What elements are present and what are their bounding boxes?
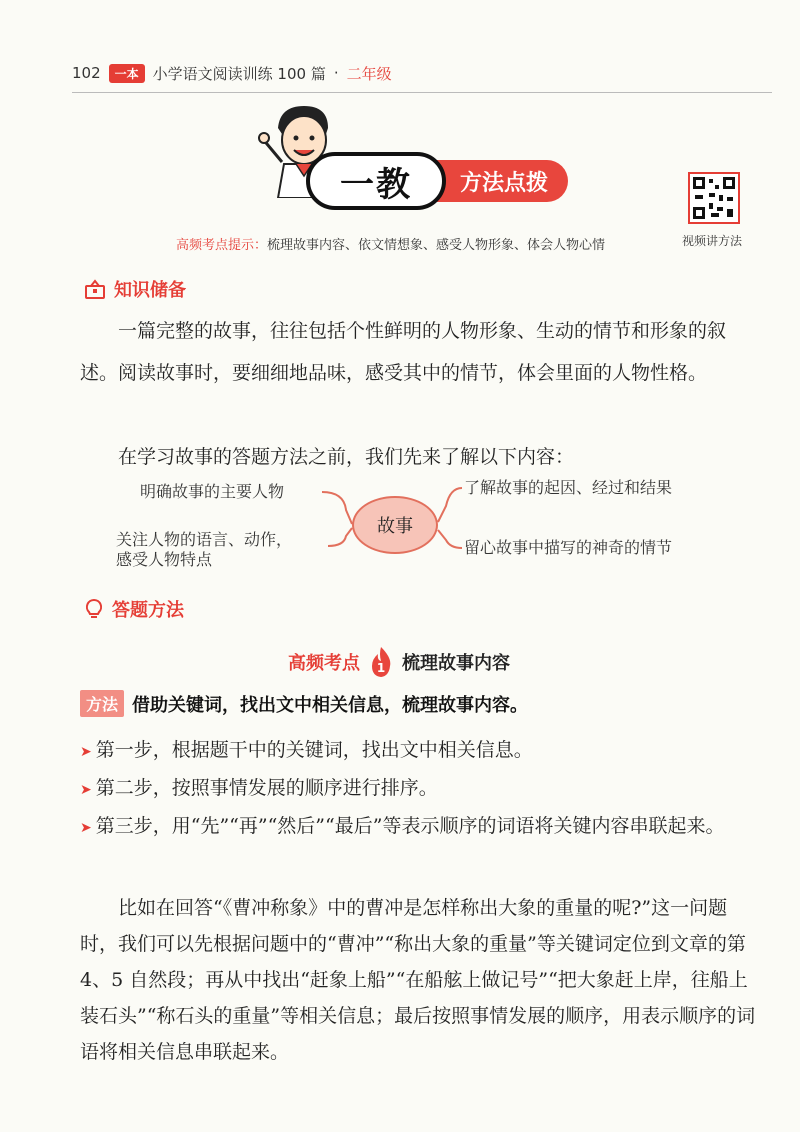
answer-heading — [84, 596, 184, 622]
knowledge-paragraph: 一篇完整的故事，往往包括个性鲜明的人物形象、生动的情节和形象的叙述。阅读故事时，要细细地品味，感受其中的情节，体会里面的人物性格。 — [80, 320, 727, 384]
mindmap-left-2 — [116, 530, 292, 570]
method-text: 借助关键词，找出文中相关信息，梳理故事内容。 — [132, 694, 529, 716]
flame-icon — [368, 646, 394, 678]
arrow-bullet-icon: ➤ — [80, 782, 92, 798]
header-divider — [72, 92, 772, 93]
intro-paragraph: 在学习故事的答题方法之前，我们先来了解以下内容： — [118, 446, 575, 468]
mindmap-center: 故事 — [352, 496, 438, 554]
mindmap-left-2-line1: 关注人物的语言、动作， — [116, 530, 293, 549]
step-3-text: 第三步，用“先”“再”“然后”“最后”等表示顺序的词语将关键内容串联起来。 — [95, 815, 725, 837]
step-2-text: 第二步，按照事情发展的顺序进行排序。 — [95, 777, 438, 799]
lightbulb-icon — [84, 598, 104, 620]
page-number: 102 — [72, 64, 101, 82]
qr-caption: 视频讲方法 — [682, 234, 743, 248]
page-header — [72, 62, 392, 84]
mindmap-right-1: 了解故事的起因、经过和结果 — [464, 478, 673, 497]
example-paragraph: 比如在回答“《曹冲称象》中的曹冲是怎样称出大象的重量的呢?”这一问题时，我们可以先根据问题中的“曹冲”“称出大象的重量”等关键词定位到文章的第 4、5 自然段；再从中找出“赶象上船”“在船舷上做记号”“把大象赶上岸，往船上装石头”“称石头的重量”等相关信息；最后按照事情发展的顺序，用表示顺序的词语将相关信息串联起来。 — [80, 897, 756, 1063]
mindmap-right-2: 留心故事中描写的神奇的情节 — [464, 538, 673, 557]
arrow-bullet-icon: ➤ — [80, 744, 92, 760]
banner-subtitle: 方法点拨 — [398, 160, 568, 202]
treasure-box-icon — [84, 279, 106, 299]
banner-title: 一教 — [306, 152, 446, 210]
hot-point-heading — [288, 646, 510, 678]
brand-logo: 一本 — [109, 64, 145, 83]
step-2 — [80, 768, 760, 810]
title-dot: · — [333, 64, 339, 82]
arrow-bullet-icon: ➤ — [80, 820, 92, 836]
book-title: 小学语文阅读训练 100 篇 — [152, 64, 326, 83]
hot-tips-text: 梳理故事内容、依文情想象、感受人物形象、体会人物心情 — [267, 238, 606, 253]
knowledge-title: 知识储备 — [114, 280, 186, 301]
hot-point-label: 高频考点 — [288, 653, 360, 674]
grade-label: 二年级 — [346, 64, 392, 83]
mindmap-left-2-line2: 感受人物特点 — [116, 550, 213, 569]
step-1 — [80, 730, 760, 772]
mindmap-left-1: 明确故事的主要人物 — [140, 482, 285, 501]
hot-tips-key: 高频考点提示： — [176, 238, 268, 253]
method-line — [80, 690, 528, 717]
qr-code-icon[interactable] — [688, 172, 740, 224]
hot-tips — [176, 234, 605, 253]
hot-point-number: 1 — [376, 661, 386, 675]
step-1-text: 第一步，根据题干中的关键词，找出文中相关信息。 — [95, 739, 533, 761]
answer-title: 答题方法 — [112, 600, 184, 621]
hot-point-title: 梳理故事内容 — [402, 653, 510, 674]
step-3 — [80, 806, 760, 848]
method-tag: 方法 — [80, 690, 124, 717]
knowledge-heading — [84, 276, 186, 302]
